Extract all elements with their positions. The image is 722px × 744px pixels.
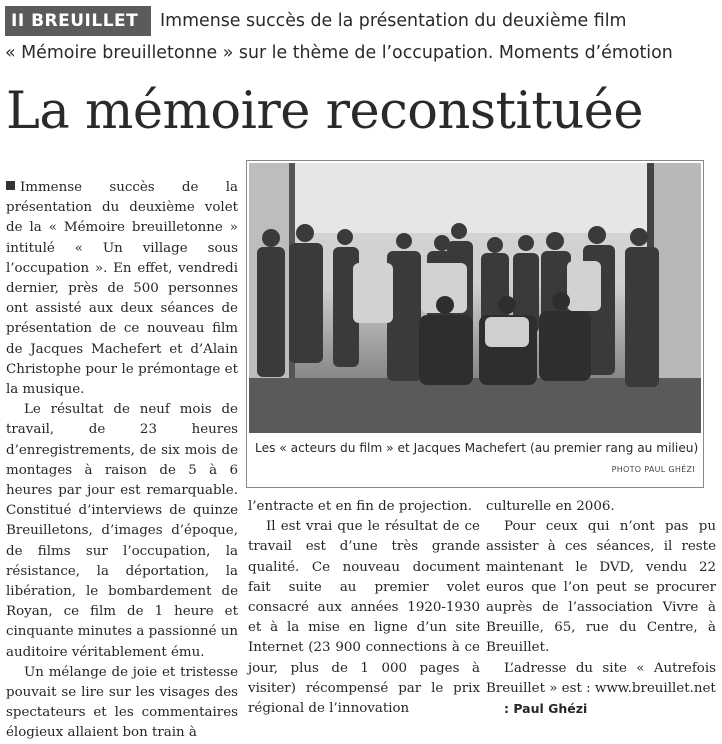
kicker-line-2: « Mémoire breuilletonne » sur le thème de l’occupation. Moments d’émotion [5, 43, 673, 63]
section-tag: II BREUILLET [5, 6, 151, 36]
article-paragraph: L’adresse du site « Autrefois Breuillet » est : www.breuillet.net [486, 660, 716, 696]
photo-frame [246, 160, 704, 488]
group-photo-illustration [249, 163, 701, 433]
paragraph-bullet-icon [6, 181, 15, 190]
group-photo [249, 163, 701, 433]
photo-credit: PHOTO PAUL GHÉZI [611, 465, 695, 474]
article-paragraph: Le résultat de neuf mois de travail, de 23 heures d’enregistrements, de six mois de montages à raison de 5 à 6 heures par jour est remarquable. Constitué d’interviews de quinze Breuilletons, d’images d’époque, de films sur l’occupation, la résistance, la déportation, la libération, le bombardement de Royan, ce film de 1 heure et cinquante minutes a passionné un auditoire véritablement ému. [6, 402, 238, 660]
headline: La mémoire reconstituée [6, 82, 644, 141]
article-paragraph: Il est vrai que le résultat de ce travail est d’une très grande qualité. Ce nouveau document fait suite au premier volet consacré aux années 1920-1930 et à la mise en ligne d’un site Internet (23 900 connections à ce jour, plus de 1 000 pages à visiter) récompensé par le prix régional de l’innovation [248, 519, 480, 717]
signature-text: : Paul Ghézi [504, 701, 588, 717]
photo-caption: Les « acteurs du film » et Jacques Machefert (au premier rang au milieu) [255, 441, 699, 455]
article-paragraph: culturelle en 2006. [486, 499, 615, 514]
article-column-1 [6, 178, 238, 744]
paragraph-text: Immense succès de la présentation du deuxième volet de la « Mémoire breuilletonne » intitulé « Un village sous l’occupation ». En effet, vendredi dernier, près de 500 personnes ont assisté aux deux séances de présentation de ce nouveau film de Jacques Machefert et d’Alain Christophe pour le prémontage et la musique. [6, 180, 238, 398]
article-column-3 [486, 497, 716, 720]
kicker-line-1: Immense succès de la présentation du deuxième film [160, 11, 627, 31]
author-signature [486, 699, 716, 720]
article-paragraph [6, 178, 238, 400]
article-paragraph: Pour ceux qui n’ont pas pu assister à ces séances, il reste maintenant le DVD, vendu 22 euros que l’on peut se procurer auprès de l’association Vivre à Breuille, 65, rue du Centre, à Breuillet. [486, 519, 716, 656]
article-paragraph: Un mélange de joie et tristesse pouvait se lire sur les visages des spectateurs et les commentaires élogieux allaient bon train à [6, 664, 238, 741]
article-paragraph: l’entracte et en fin de projection. [248, 499, 473, 514]
